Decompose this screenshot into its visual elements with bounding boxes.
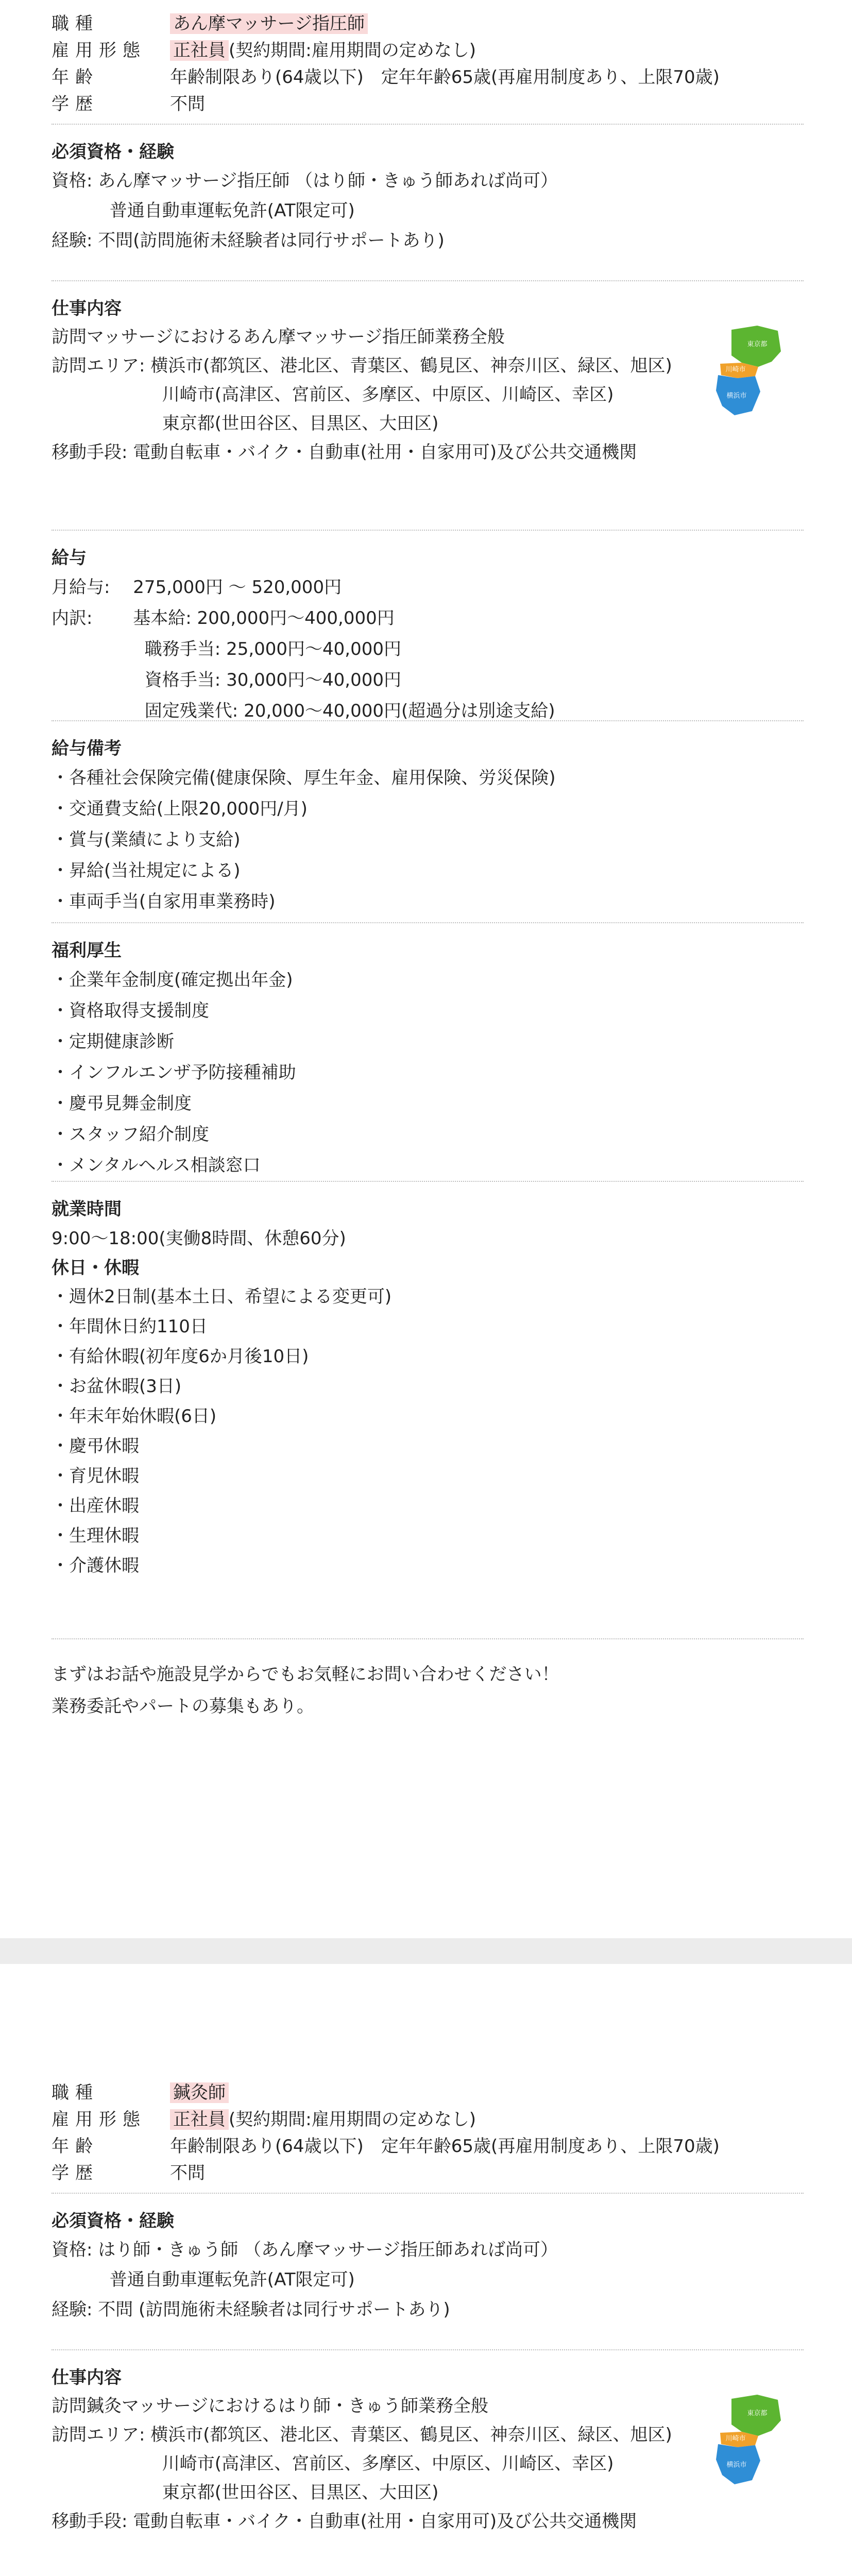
list-item: ・ 年間休日約110日	[52, 1312, 804, 1342]
header-value	[170, 2078, 229, 2107]
header-value-text: 不問	[170, 94, 205, 114]
closing-message: 業務委託やパートの募集もあり。	[52, 1696, 314, 1717]
list-item: ・ 生理休暇	[52, 1521, 804, 1551]
section-line: 普通自動車運転免許(AT限定可)	[52, 200, 355, 221]
list-item: ・ 賞与(業績により支給)	[52, 824, 804, 855]
header-value-suffix: (契約期間:雇用期間の定めなし)	[229, 2109, 476, 2130]
list-item: ・ 資格取得支援制度	[52, 995, 804, 1026]
dotted-separator	[52, 530, 804, 531]
required-qualifications	[52, 138, 804, 256]
section-title: 給与	[52, 548, 87, 568]
header-value-text: 鍼灸師	[170, 2082, 229, 2103]
section-title: 給与備考	[52, 738, 122, 759]
section-line: 東京都(世田谷区、目黒区、大田区)	[52, 2482, 439, 2503]
working-time: 9:00～18:00(実働8時間、休憩60分)	[52, 1228, 346, 1249]
section-line: 川崎市(高津区、宮前区、多摩区、中原区、川崎区、幸区)	[52, 384, 614, 405]
header-label: 雇用形態	[52, 2109, 146, 2130]
map-label: 横浜市	[726, 392, 747, 400]
header-value-suffix: (契約期間:雇用期間の定めなし)	[229, 40, 476, 61]
benefits-section	[52, 937, 804, 1181]
section-line: 経験: 不問 (訪問施術未経験者は同行サポートあり)	[52, 2299, 450, 2320]
section-line: 訪問鍼灸マッサージにおけるはり師・きゅう師業務全般	[52, 2396, 488, 2416]
section-title: 必須資格・経験	[52, 142, 174, 162]
header-value	[170, 2132, 720, 2161]
list-item: ・ 出産休暇	[52, 1491, 804, 1521]
list-item: ・ 企業年金制度(確定拠出年金)	[52, 964, 804, 995]
map-label: 東京都	[747, 2410, 768, 2417]
section-title: 仕事内容	[52, 298, 122, 319]
header-value	[170, 63, 720, 92]
area-map	[711, 2394, 783, 2486]
list-item: ・ 各種社会保険完備(健康保険、厚生年金、雇用保険、労災保険)	[52, 762, 804, 793]
header-value	[170, 2159, 205, 2188]
list-item: ・ メンタルヘルス相談窓口	[52, 1150, 804, 1181]
section-line: 訪問エリア: 横浜市(都筑区、港北区、青葉区、鶴見区、神奈川区、緑区、旭区)	[52, 355, 672, 376]
header-value-text: 不問	[170, 2163, 205, 2183]
dotted-separator	[52, 2349, 804, 2350]
header-label: 学歴	[52, 94, 99, 114]
section-line: 移動手段: 電動自転車・バイク・自動車(社用・自家用可)及び公共交通機関	[52, 442, 637, 463]
header-value	[170, 36, 476, 65]
header-value-text: 年齢制限あり(64歳以下) 定年年齢65歳(再雇用制度あり、上限70歳)	[170, 2136, 720, 2157]
dotted-separator	[52, 124, 804, 125]
map-label: 川崎市	[725, 2435, 746, 2443]
section-line: 川崎市(高津区、宮前区、多摩区、中原区、川崎区、幸区)	[52, 2453, 614, 2474]
section-line: 職務手当: 25,000円～40,000円	[52, 639, 402, 659]
dotted-separator	[52, 922, 804, 923]
list-item: ・ 昇給(当社規定による)	[52, 855, 804, 886]
section-title: 必須資格・経験	[52, 2211, 174, 2231]
dotted-separator	[52, 1638, 804, 1639]
section-title: 就業時間	[52, 1199, 122, 1219]
list-item: ・ 年末年始休暇(6日)	[52, 1401, 804, 1431]
section-line: 訪問マッサージにおけるあん摩マッサージ指圧師業務全般	[52, 327, 505, 347]
list-item: ・ 車両手当(自家用車業務時)	[52, 886, 804, 917]
list-item: ・ 週休2日制(基本土日、希望による変更可)	[52, 1282, 804, 1312]
holiday-title: 休日・休暇	[52, 1258, 139, 1278]
header-value-text: あん摩マッサージ指圧師	[170, 13, 368, 34]
section-line: 内訳: 基本給: 200,000円～400,000円	[52, 608, 395, 629]
list-item: ・ 交通費支給(上限20,000円/月)	[52, 793, 804, 824]
header-value-text: 年齢制限あり(64歳以下) 定年年齢65歳(再雇用制度あり、上限70歳)	[170, 67, 720, 88]
working-hours	[52, 1195, 804, 1581]
list-item: ・ 定期健康診断	[52, 1026, 804, 1057]
header-label: 年齢	[52, 2136, 99, 2157]
salary-notes	[52, 735, 804, 917]
header-value	[170, 90, 205, 118]
list-item: ・ インフルエンザ予防接種補助	[52, 1057, 804, 1088]
section-line: 訪問エリア: 横浜市(都筑区、港北区、青葉区、鶴見区、神奈川区、緑区、旭区)	[52, 2425, 672, 2445]
list-item: ・ 介護休暇	[52, 1551, 804, 1581]
section-line: 東京都(世田谷区、目黒区、大田区)	[52, 413, 439, 434]
header-label: 職種	[52, 13, 99, 34]
header-label: 年齢	[52, 67, 99, 88]
map-label: 川崎市	[725, 366, 746, 374]
section-line: 資格: あん摩マッサージ指圧師 （はり師・きゅう師あれば尚可）	[52, 171, 558, 191]
area-map	[711, 325, 783, 417]
list-item: ・ 慶弔見舞金制度	[52, 1088, 804, 1119]
list-item: ・ スタッフ紹介制度	[52, 1119, 804, 1150]
section-line: 経験: 不問(訪問施術未経験者は同行サポートあり)	[52, 230, 445, 251]
list-item: ・ 慶弔休暇	[52, 1431, 804, 1461]
list-item: ・ お盆休暇(3日)	[52, 1371, 804, 1401]
section-line: 移動手段: 電動自転車・バイク・自動車(社用・自家用可)及び公共交通機関	[52, 2511, 637, 2532]
section-line: 資格手当: 30,000円～40,000円	[52, 670, 402, 690]
section-title: 仕事内容	[52, 2367, 122, 2388]
dotted-separator	[52, 1181, 804, 1182]
header-label: 学歴	[52, 2163, 99, 2183]
job-description	[52, 295, 804, 467]
dotted-separator	[52, 280, 804, 281]
header-label: 雇用形態	[52, 40, 146, 61]
header-value	[170, 2105, 476, 2134]
map-label: 東京都	[747, 341, 768, 348]
section-line: 固定残業代: 20,000～40,000円(超過分は別途支給)	[52, 701, 555, 721]
section-title: 福利厚生	[52, 940, 122, 961]
section-line: 普通自動車運転免許(AT限定可)	[52, 2269, 355, 2290]
section-line: 月給与: 275,000円 ～ 520,000円	[52, 577, 342, 598]
dotted-separator	[52, 2193, 804, 2194]
map-label: 横浜市	[726, 2461, 747, 2469]
section-divider-band	[0, 1938, 852, 1964]
list-item: ・ 有給休暇(初年度6か月後10日)	[52, 1342, 804, 1371]
header-value-text: 正社員	[170, 2109, 229, 2130]
salary-section	[52, 544, 804, 726]
list-item: ・ 育児休暇	[52, 1461, 804, 1491]
dotted-separator	[52, 720, 804, 721]
section-line: 資格: はり師・きゅう師 （あん摩マッサージ指圧師あれば尚可）	[52, 2240, 558, 2260]
required-qualifications	[52, 2207, 804, 2325]
header-label: 職種	[52, 2082, 99, 2103]
header-value	[170, 9, 368, 38]
job-description	[52, 2364, 804, 2536]
header-value-text: 正社員	[170, 40, 229, 61]
closing-message: まずはお話や施設見学からでもお気軽にお問い合わせください！	[52, 1664, 559, 1685]
